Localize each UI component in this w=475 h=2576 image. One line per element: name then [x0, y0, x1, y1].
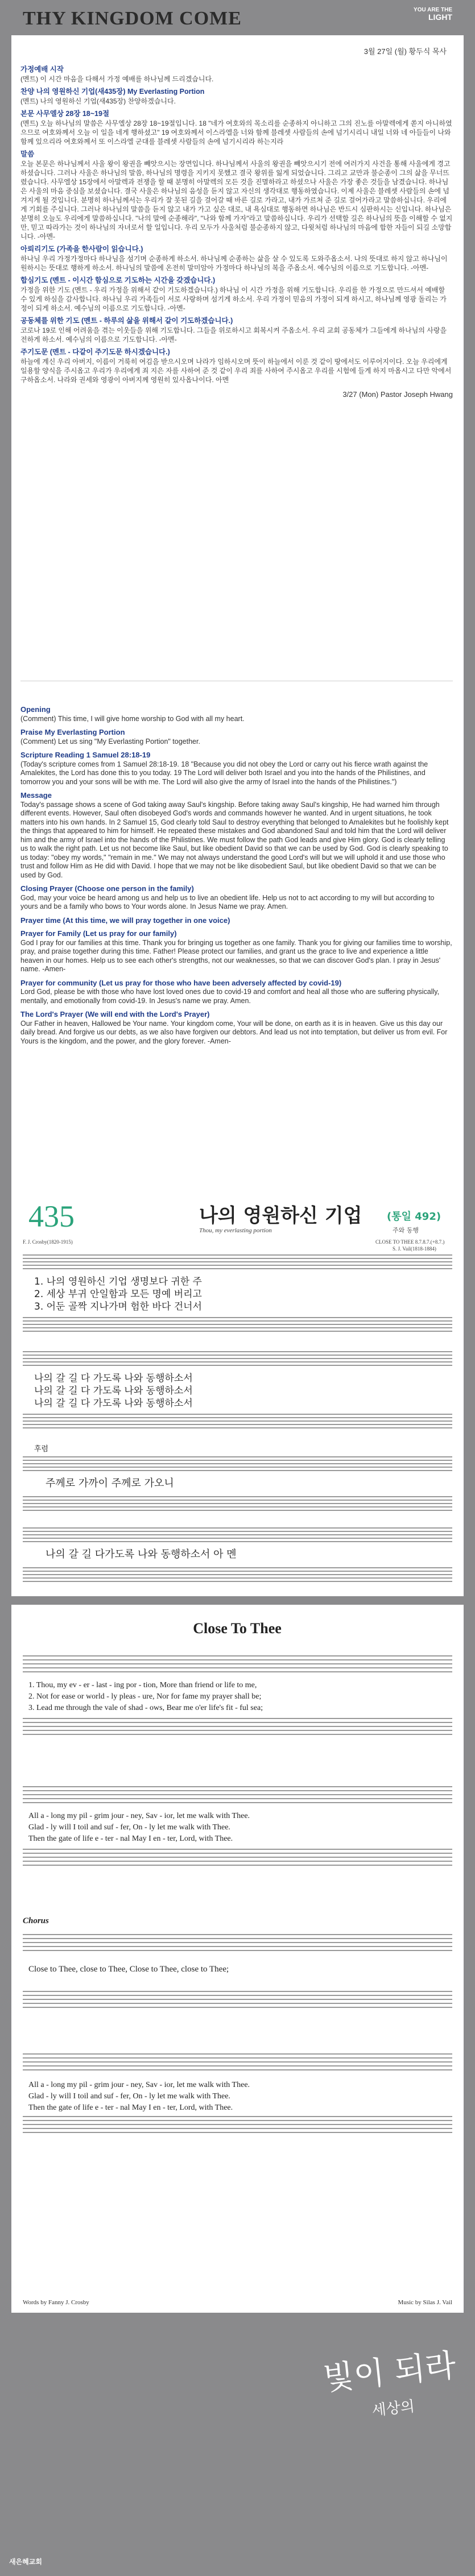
- verse-line: 1. Thou, my ev - er - last - ing por - tion, More than friend or life to me,: [28, 1681, 257, 1689]
- kr-body: (멘트) 나의 영원하신 기업(새435장) 찬양하겠습니다.: [20, 97, 176, 105]
- hymn-category: 주와 동행: [393, 1227, 419, 1234]
- music-credit: Music by Silas J. Vail: [398, 2299, 452, 2306]
- en-body: God, may your voice be heard among us and help us to live an obedient life. Help us not to act according to my will but according to yours and be a family who bows to Your words alone. In Jesus Name we pray. Amen.: [20, 893, 435, 910]
- verse-line: Glad - ly will I toil and suf - fer, On - ly let me walk with Thee.: [28, 1823, 230, 1832]
- kr-body: 코로나 19로 인해 어려움을 겪는 이웃들을 위해 기도합니다. 그들을 위로하시고 회복시켜 주옵소서. 우리 교회 공동체가 그들에게 하나님의 사랑을 전하게 하소서. 예수님의 이름으로 기도합니다. -아멘-: [20, 326, 447, 343]
- end-lyrics-kr: 나의 갈 길 다가도록 나와 동행하소서 아 멘: [46, 1548, 237, 1560]
- kr-heading: 주기도문 (멘트 - 다같이 주기도문 하시겠습니다.): [20, 348, 170, 356]
- korean-section: [20, 61, 453, 399]
- en-heading: Prayer time (At this time, we will pray together in one voice): [20, 916, 230, 925]
- refrain-line: 나의 갈 길 다 가도록 나와 동행하소서: [34, 1398, 193, 1409]
- kr-body: 하나님 우리 가정가정마다 하나님을 섬기며 순종하게 하소서. 하나님께 순종하는 삶을 살 수 있도록 도와주옵소서. 나의 뜻대로 하지 않고 하나님이 원하시는 뜻대로 행하게 하소서. 하나님의 말씀에 온전히 말미암아 가정마다 하나님의 복을 주옵소서. 예수님의 이름으로 기도합니다. -아멘-: [20, 255, 448, 272]
- hymn2-title: Close To Thee: [193, 1620, 282, 1637]
- en-body: Our Father in heaven, Hallowed be Your name. Your kingdom come, Your will be done, on earth as it is in heaven. Give us this day our daily bread. And forgive us our debts, as we also have forgiven our debtors. And lead us not into temptation, but deliver us from evil. For Yours is the kingdom, and the power, and the glory forever. -Amen-: [20, 1019, 448, 1045]
- chorus-label: 후렴: [34, 1445, 49, 1453]
- kr-heading: 합심기도 (멘트 - 이시간 함심으로 기도하는 시간을 갖겠습니다.): [20, 276, 216, 284]
- en-body: (Comment) This time, I will give home worship to God with all my heart.: [20, 714, 245, 723]
- en-heading: Prayer for Family (Let us pray for our family): [20, 929, 177, 938]
- signature: 3/27 (Mon) Pastor Joseph Hwang: [342, 390, 453, 399]
- refrain-lyrics-kr: [34, 1372, 193, 1409]
- hymn-old-number: (통일 492): [387, 1211, 441, 1223]
- kr-heading: 본문 사무엘상 28장 18~19절: [20, 110, 110, 118]
- words-credit: Words by Fanny J. Crosby: [23, 2299, 89, 2306]
- kr-heading: 말씀: [20, 150, 35, 158]
- en-heading: Prayer for community (Let us pray for those who have been adversely affected by covid-19): [20, 978, 342, 987]
- chorus-end-lyrics-en: [28, 2081, 250, 2112]
- verse-line: 1. 나의 영원하신 기업 생명보다 귀한 주: [34, 1276, 202, 1287]
- en-heading: Closing Prayer (Choose one person in the family): [20, 884, 194, 893]
- worship-card: [11, 35, 464, 1187]
- kr-heading: 가정예배 시작: [20, 65, 64, 73]
- en-body: (Today's scripture comes from 1 Samuel 28:18-19. 18 "Because you did not obey the Lord or carry out his fierce wrath against the Amalekites, the Lord has done this to you today. 19 The Lord will deliver both Israel and you into the hands of the Philistines, and tomorrow you and your sons will be with me. The Lord will also give the army of Israel into the hands of the Philistines."): [20, 760, 428, 786]
- chorus-end-line: Then the gate of life e - ter - nal May I en - ter, Lord, with Thee.: [28, 2103, 233, 2112]
- kr-body: 오늘 본문은 하나님께서 사울 왕이 왕권을 빼앗으시는 장면입니다. 하나님께서 사울의 왕권을 빼앗으시기 전에 여러가지 사건을 통해 사울에게 경고하셨습니다. 그러나 사울은 하나님의 말씀, 하나님의 명령을 지키지 못했고 결국 왕위를 잃게 되었습니다. 그리고 교만과 불순종이 그의 삶을 무너뜨렸습니다. 사무엘상 15장에서 아말렉과 전쟁을 할 때 분명히 아말렉의 모든 것을 진멸하라고 하셨으나 사울은 가장 좋은 것들을 남겼습니다. 하나님은 사울의 마음 중심을 보셨습니다. 결국 사울은 하나님의 음성을 듣지 않고 자신의 생각대로 행동하였습니다. 이제 사울은 블레셋 사람들의 손에 넘겨지게 될 것입니다. 분명히 하나님께서는 우리가 잘 못된 길을 걸어갈 때 바른 길로 가라고, 내가 가르쳐 준 길로 걸어가라고 말씀하십니다. 우리에게 기회를 주십니다. 그러나 하나님의 말씀을 듣지 않고 내가 가고 싶은 대로, 내 욕심대로 행동하면 하나님은 반드시 심판하시는 신입니다. 하나님은 분명히 오늘도 우리에게 말씀하십니다. "나의 말에 순종해라", "나와 함께 가자"라고 말씀하십니다. 우리가 선택할 길은 하나님의 뜻을 이해할 수 없지만, 믿고 따라가는 것이 하나님의 자녀로서 할 일입니다. 우리 모두가 사울처럼 불순종하지 않고, 다윗처럼 하나님의 마음에 합한 자들이 되길 소망합니다. -아멘-: [20, 160, 453, 241]
- verse-line: 2. Not for ease or world - ly pleas - ure, Nor for fame my prayer shall be;: [28, 1692, 262, 1701]
- en-heading: The Lord's Prayer (We will end with the Lord's Prayer): [20, 1010, 210, 1018]
- refrain-line: 나의 갈 길 다 가도록 나와 동행하소서: [34, 1385, 193, 1397]
- page-title: THY KINGDOM COME: [23, 8, 242, 29]
- chorus-lyrics-en: Close to Thee, close to Thee, Close to Thee, close to Thee;: [28, 1965, 229, 1974]
- verse-line: 3. 어둔 골짝 지나가며 험한 바다 건너서: [34, 1301, 202, 1312]
- kr-body: 하늘에 계신 우리 아버지, 이름이 거룩히 여김을 받으시오며 나라가 임하시오며 뜻이 하늘에서 이룬 것 같이 땅에서도 이루어지이다. 오늘 우리에게 일용할 양식을 주시옵고 우리가 우리에게 죄 지은 자를 사하여 준 것 같이 우리 죄를 사하여 주시옵고 우리를 시험에 들게 하지 마옵시고 다만 악에서 구하옵소서. 나라와 권세와 영광이 아버지께 영원히 있사옵나이다. 아멘: [20, 358, 452, 384]
- calligraphy-artwork: [321, 2347, 461, 2434]
- hymn-435-svg: [11, 1187, 464, 1596]
- verse-line: 3. Lead me through the vale of shad - ows, Bear me o'er life's fit - ful sea;: [28, 1704, 263, 1712]
- kr-heading: 아뢰리기도 (가족을 한사람이 읽습니다.): [20, 245, 143, 253]
- kr-body: (멘트) 오늘 하나님의 말씀은 사무엘상 28장 18~19절입니다. 18 "네가 여호와의 목소리를 순종하지 아니하고 그의 진노를 아말렉에게 쏟지 아니하였으므로 여호와께서 오늘 이 일을 네게 행하셨고" 19 여호와께서 이스라엘을 너와 함께 블레셋 사람들의 손에 넘기시리니 내일 너와 네 아들들이 나와 함께 있으리라 여호와께서 또 이스라엘 군대를 블레셋 사람들의 손에 넘기시리라 하는지라: [20, 119, 452, 146]
- composer-right: S. J. Vail(1818-1884): [393, 1246, 436, 1252]
- en-body: Lord God, please be with those who have lost loved ones due to covid-19 and comfort and heal all those who are suffering physically, mentally, and emotionally from covid-19. In Jesus's name we pray. Amen.: [20, 988, 440, 1005]
- verse-line: All a - long my pil - grim jour - ney, Sav - ior, let me walk with Thee.: [28, 1812, 250, 1820]
- en-heading: Scripture Reading 1 Samuel 28:18-19: [20, 751, 151, 759]
- hymn-number: 435: [28, 1199, 75, 1233]
- date-author: 3월 27일 (월) 황두식 목사: [364, 47, 447, 56]
- verse-lyrics-kr: [34, 1275, 203, 1312]
- chorus-end-line: All a - long my pil - grim jour - ney, Sav - ior, let me walk with Thee.: [28, 2081, 250, 2089]
- chorus-end-line: Glad - ly will I toil and suf - fer, On - ly let me walk with Thee.: [28, 2092, 230, 2101]
- church-logo: 새은혜교회: [9, 2558, 42, 2566]
- verse-line: Then the gate of life e - ter - nal May I en - ter, Lord, with Thee.: [28, 1834, 233, 1843]
- chorus-lyrics-kr: 주께로 가까이 주께로 가오니: [46, 1477, 174, 1489]
- verse-lyrics-en: [28, 1681, 263, 1712]
- calligraphy-big: 빛이 되라: [321, 2347, 458, 2398]
- hymn-close-to-thee-svg: [11, 1605, 464, 2313]
- hymn-435-sheet: [11, 1187, 464, 1596]
- hymn-title-en: Thou, my everlasting portion: [199, 1227, 272, 1234]
- verse-lyrics-en-2: [28, 1812, 250, 1843]
- hymn-close-to-thee-sheet: [11, 1605, 464, 2313]
- en-body: (Comment) Let us sing "My Everlasting Portion" together.: [20, 737, 200, 746]
- chorus-label-en: Chorus: [23, 1916, 49, 1925]
- refrain-line: 나의 갈 길 다 가도록 나와 동행하소서: [34, 1373, 193, 1384]
- en-heading: Opening: [20, 705, 51, 714]
- kr-heading: 공동체를 위한 기도 (멘트 - 하루의 삶을 위해서 같이 기도하겠습니다.): [20, 317, 233, 325]
- en-heading: Message: [20, 791, 52, 800]
- hymn-title-kr: 나의 영원하신 기업: [199, 1204, 362, 1227]
- kr-body: 가정을 위한 기도 (멘트 - 우리 가정을 위해서 같이 기도하겠습니다.) 하나님 이 시간 가정을 위해 기도합니다. 우리를 한 가정으로 만드셔서 예배할 수 있게 하심을 감사합니다. 하나님 우리 가족들이 서로 사랑하며 섬기게 하소서. 우리 가정이 믿음의 가정이 되게 하시고, 하나님께 영광 돌리는 가정이 되게 하소서. 예수님의 이름으로 기도합니다. -아멘-: [20, 286, 447, 312]
- kr-heading: 찬양 나의 영원하신 기업(새435장) My Everlasting Portion: [20, 88, 205, 96]
- en-body: God I pray for our families at this time. Thank you for bringing us together as one family. Thank you for giving our families time to worship, pray, and praise together during this time. Father! Please protect our families, and grant us the grace to live and experience a little heaven in our homes. Help us to see each other's strengths, not our weaknesses, so that we can discover God's plan. I pray in Jesus' name. -Amen-: [20, 938, 452, 973]
- calligraphy-small: 세상의: [371, 2397, 416, 2420]
- kr-body: (멘트) 이 시간 마음을 다해서 가정 예배를 하나님께 드리겠습니다.: [20, 75, 214, 83]
- en-heading: Praise My Everlasting Portion: [20, 728, 125, 736]
- brand-logo: YOU ARE THE LIGHT: [414, 7, 452, 22]
- verse-line: 2. 세상 부귀 안일함과 모든 명예 버리고: [34, 1289, 202, 1300]
- composer-left: F. J. Crosby(1820-1915): [23, 1239, 73, 1245]
- tune-name: CLOSE TO THEE 8.7.8.7.(+8.7.): [375, 1239, 445, 1245]
- english-section: [20, 701, 453, 1047]
- header-banner: [0, 0, 475, 35]
- en-body: Today's passage shows a scene of God taking away Saul's kingship. Before taking away Saul's kingship, He had warned him through different events. However, Saul often disobeyed God's words and commands however he wanted. And in urgent situations, he took matters into his own hands. In 2 Samuel 15, God clearly told Saul to destroy everything that belonged to Amalekites but he foolishly kept the things that appeared to him for himself. He repeated these mistakes and God abandoned Saul and told him that the Lord will deliver him and the army of Israel into the hands of the Philistines. We must follow the path God leads and give Him glory. God is clearly telling us to walk the right path. Let us not become like Saul, but like obedient David so that we can be used by God. God is clearly speaking to us today: "obey my words," "remain in me." We may not always understand the good Lord's will but we will uphold it and use those who trust and follow Him as He did with David. I hope that we may not be like disobedient Saul, but like obedient David so that we can be used by God.: [20, 800, 449, 879]
